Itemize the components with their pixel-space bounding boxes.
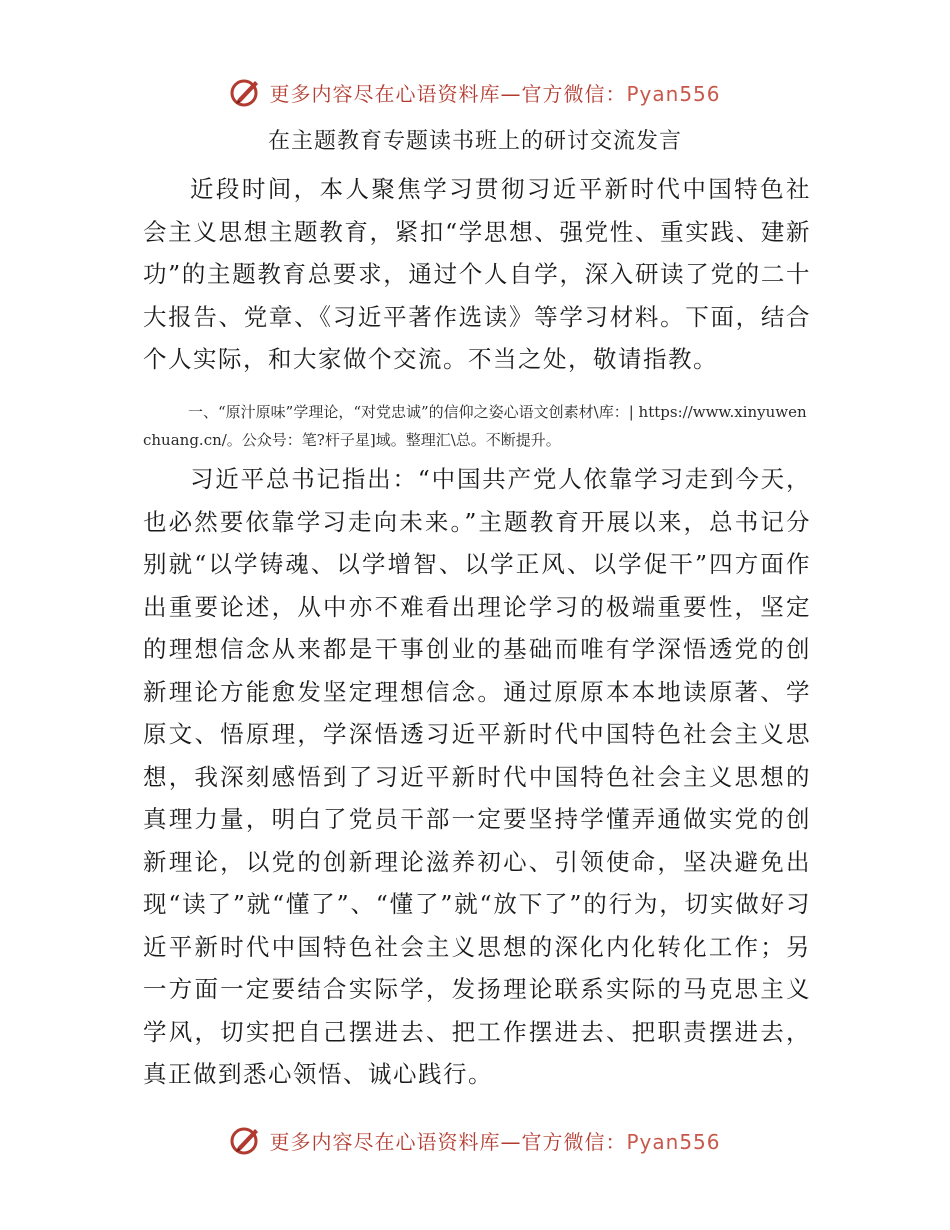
footer-watermark-banner [0,1120,950,1160]
banner-prefix: 更多内容尽在心语资料库—官方微信： [269,81,627,106]
banner-handle: Pyan556 [626,1129,721,1154]
banner-handle: Pyan556 [626,81,721,106]
section-heading-note: 一、“原汁原味”学理论，“对党忠诚”的信仰之姿心语文创素材\库：| https://www.xinyuwenchuang.cn/。公众号：笔?杆子星]域。整理汇\总。不断提升。 [143,403,807,449]
banner-prefix: 更多内容尽在心语资料库—官方微信： [269,1129,627,1154]
document-title: 在主题教育专题读书班上的研讨交流发言 [267,129,682,154]
header-watermark-banner [0,72,950,112]
banner-text [269,1126,720,1155]
quill-logo-icon [229,1123,263,1157]
intro-paragraph: 近段时间，本人聚焦学习贯彻习近平新时代中国特色社会主义思想主题教育，紧扣“学思想、强党性、重实践、建新功”的主题教育总要求，通过个人自学，深入研读了党的二十大报告、党章、《习近平著作选读》等学习材料。下面，结合个人实际，和大家做个交流。不当之处，敬请指教。 [143,175,811,373]
quill-logo-icon [229,75,263,109]
body-paragraph: 习近平总书记指出：“中国共产党人依靠学习走到今天，也必然要依靠学习走向未来。”主题教育开展以来，总书记分别就“以学铸魂、以学增智、以学正风、以学促干”四方面作出重要论述，从中亦不难看出理论学习的极端重要性，坚定的理想信念从来都是干事创业的基础而唯有学深悟透党的创新理论方能愈发坚定理想信念。通过原原本本地读原著、学原文、悟原理，学深悟透习近平新时代中国特色社会主义思想，我深刻感悟到了习近平新时代中国特色社会主义思想的真理力量，明白了党员干部一定要坚持学懂弄通做实党的创新理论，以党的创新理论滋养初心、引领使命，坚决避免出现“读了”就“懂了”、“懂了”就“放下了”的行为，切实做好习近平新时代中国特色社会主义思想的深化内化转化工作；另一方面一定要结合实际学，发扬理论联系实际的马克思主义学风，切实把自己摆进去、把工作摆进去、把职责摆进去，真正做到悉心领悟、诚心践行。 [143,465,811,1088]
banner-text [269,78,720,107]
